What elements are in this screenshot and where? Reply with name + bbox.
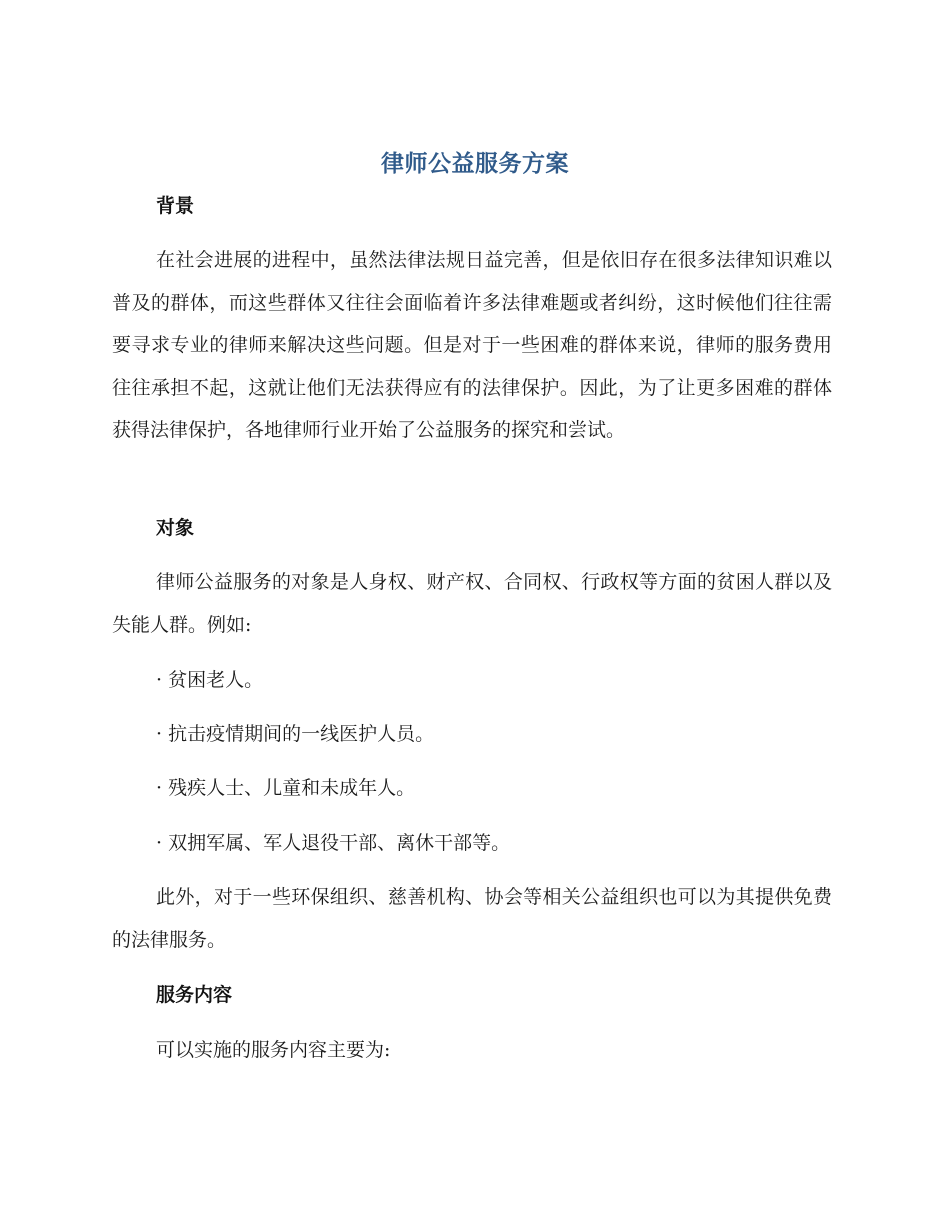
section-heading-background: 背景	[156, 195, 195, 217]
target-bullet-item: · 贫困老人。	[156, 669, 264, 691]
background-paragraph: 在社会进展的进程中，虽然法律法规日益完善，但是依旧存在很多法律知识难以普及的群体，而这些群体又往往会面临着许多法律难题或者纠纷，这时候他们往往需要寻求专业的律师来解决这些问题。但是对于一些困难的群体来说，律师的服务费用往往承担不起，这就让他们无法获得应有的法律保护。因此，为了让更多困难的群体获得法律保护，各地律师行业开始了公益服务的探究和尝试。	[112, 249, 832, 441]
section-heading-service: 服务内容	[156, 984, 233, 1006]
target-bullet-item: · 抗击疫情期间的一线医护人员。	[156, 723, 435, 745]
document-title: 律师公益服务方案	[381, 151, 569, 177]
target-bullet-item: · 双拥军属、军人退役干部、离休干部等。	[156, 832, 511, 854]
target-intro-paragraph: 律师公益服务的对象是人身权、财产权、合同权、行政权等方面的贫困人群以及失能人群。例如:	[112, 571, 832, 636]
section-heading-target: 对象	[156, 517, 195, 539]
service-intro-paragraph: 可以实施的服务内容主要为:	[156, 1039, 391, 1061]
target-bullet-item: · 残疾人士、儿童和未成年人。	[156, 777, 416, 799]
target-extra-paragraph: 此外，对于一些环保组织、慈善机构、协会等相关公益组织也可以为其提供免费的法律服务。	[112, 886, 832, 951]
